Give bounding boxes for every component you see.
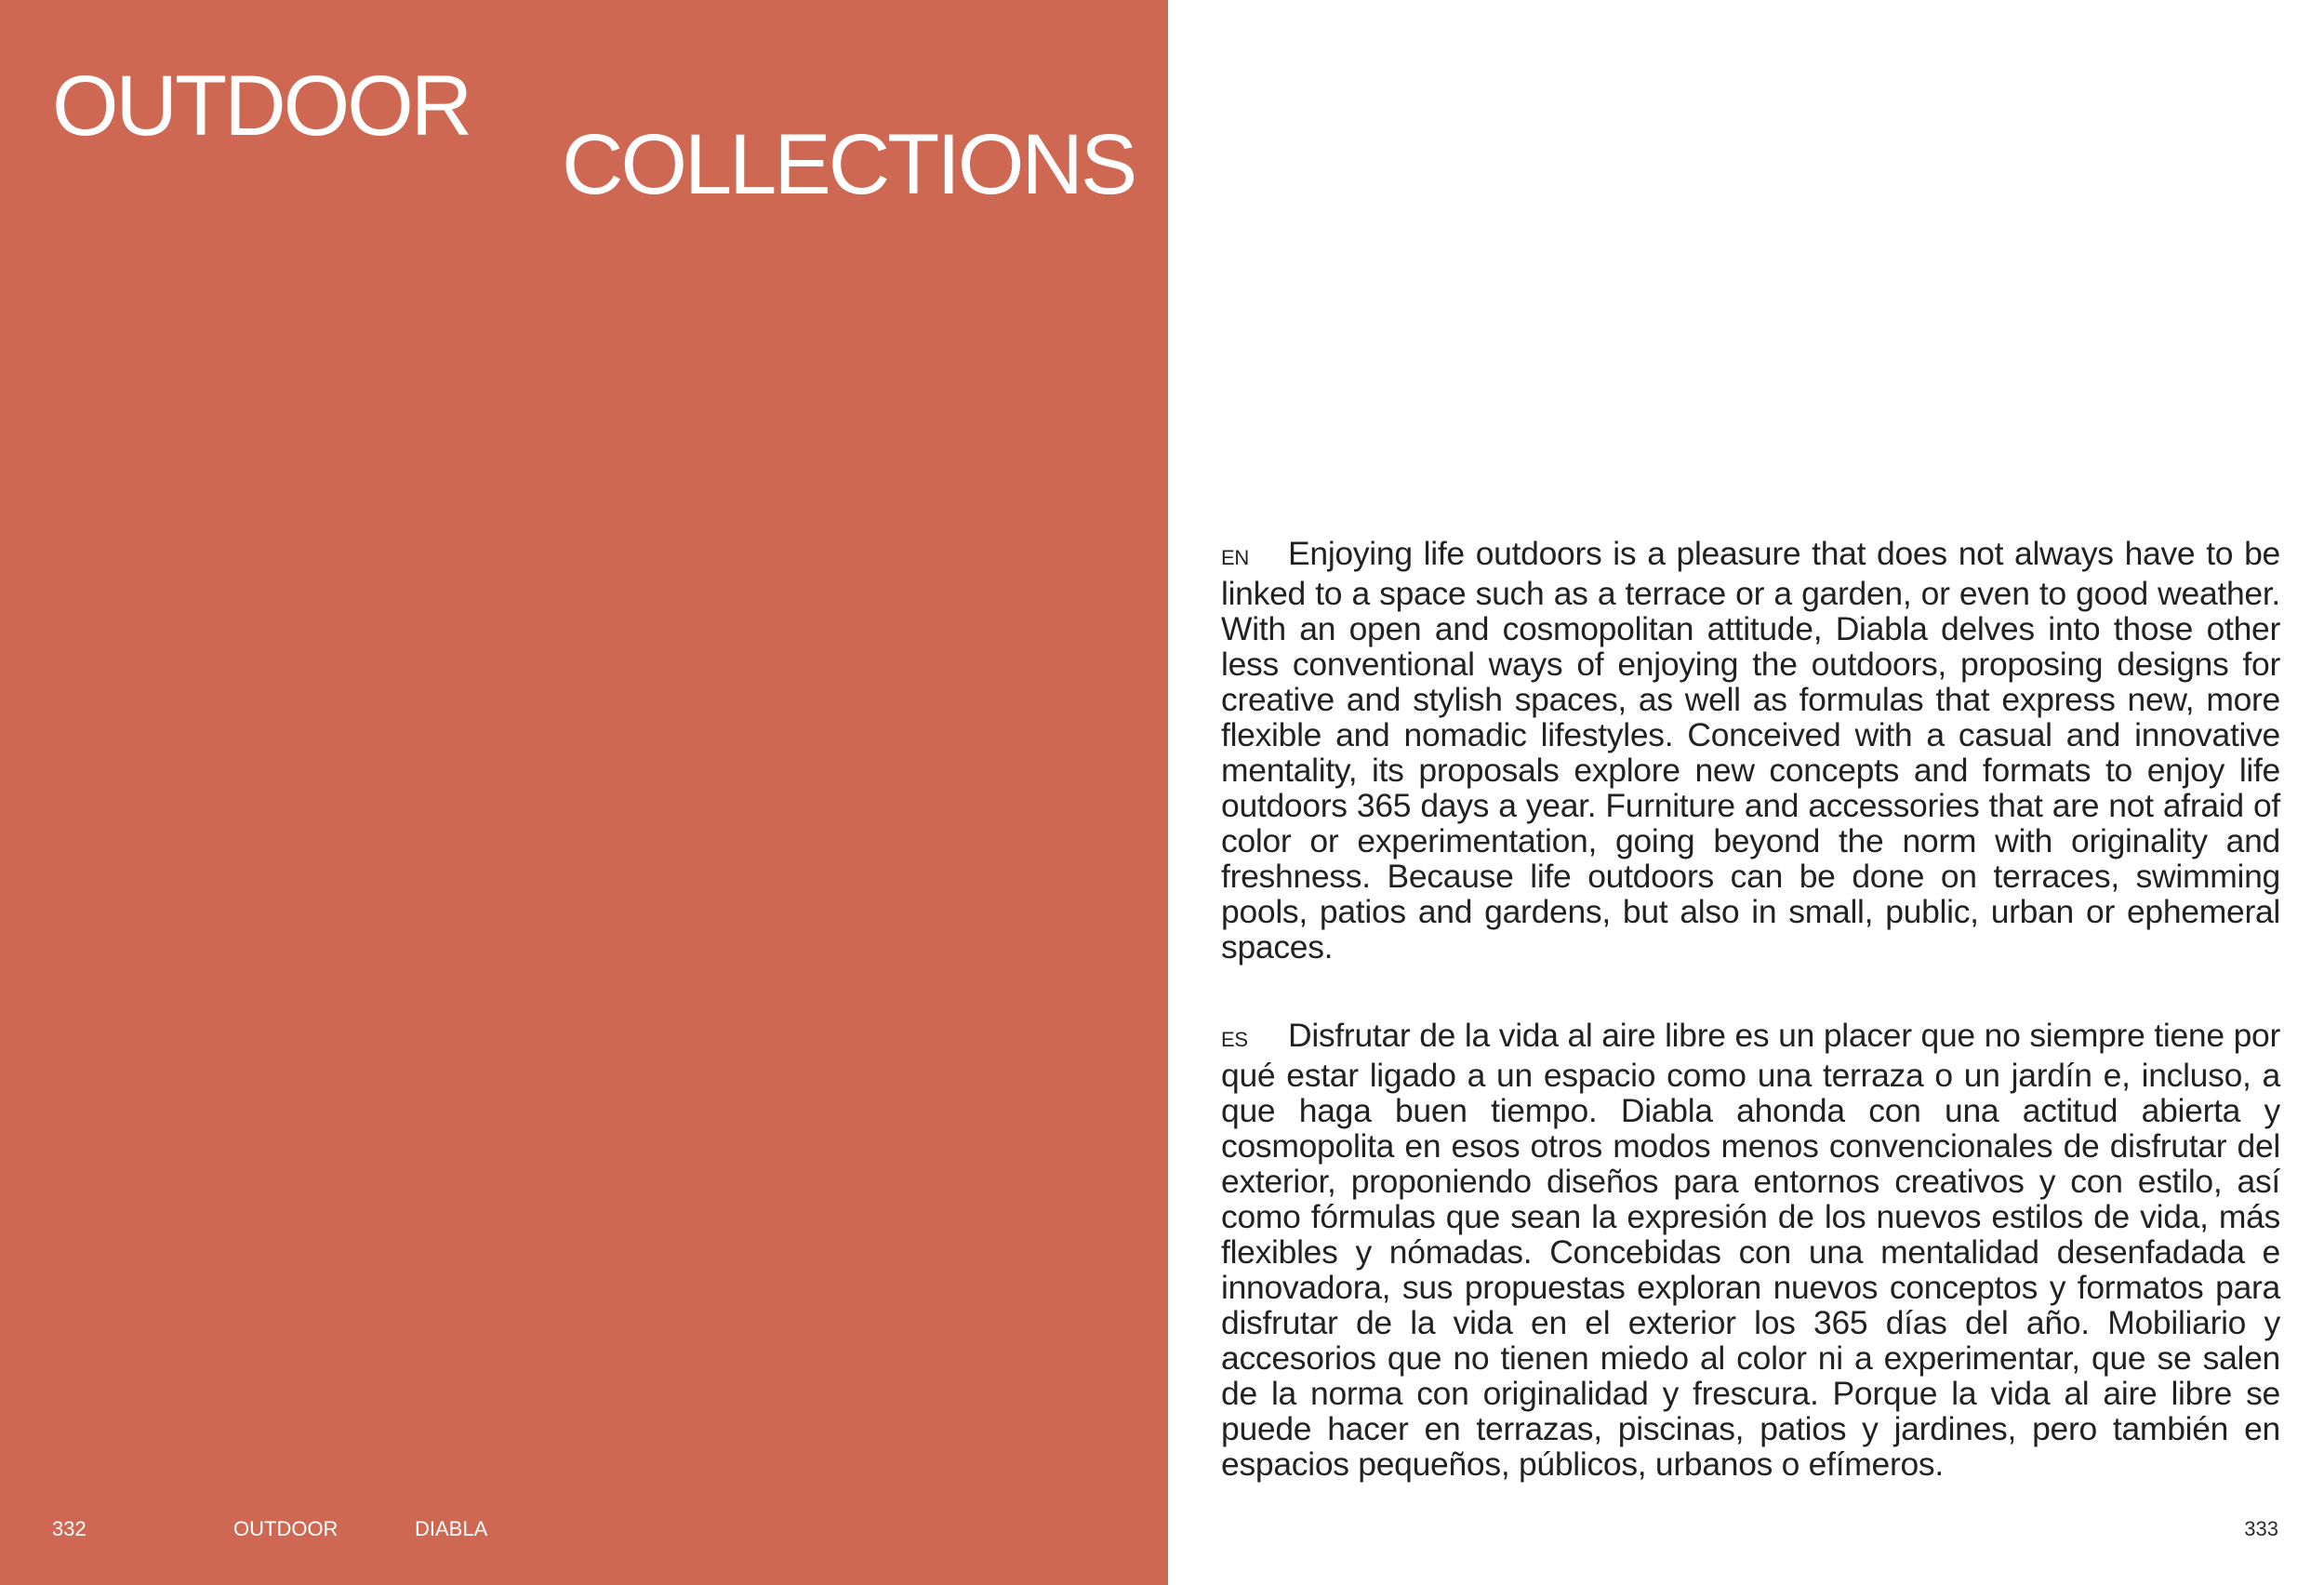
right-page — [1168, 0, 2324, 1585]
language-tag-en: EN — [1221, 546, 1249, 569]
footer-brand-label: DIABLA — [415, 1517, 488, 1540]
paragraph-en-text: Enjoying life outdoors is a pleasure that does not always have to be linked to a space such as a terrace or a garden, or even to good weather. With an open and cosmopolitan attitude, Diabla delves into those other less conventional ways of enjoying the outdoors, proposing designs for creative and stylish spaces, as well as formulas that express new, more flexible and nomadic lifestyles. Conceived with a casual and innovative mentality, its proposals explore new concepts and formats to enjoy life outdoors 365 days a year. Furniture and accessories that are not afraid of color or experimentation, going beyond the norm with originality and freshness. Because life outdoors can be done on terraces, swimming pools, patios and gardens, but also in small, public, urban or ephemeral spaces. — [1221, 535, 2280, 966]
title-outdoor: OUTDOOR — [52, 59, 471, 153]
paragraph-en — [1221, 536, 2280, 965]
language-tag-es: ES — [1221, 1028, 1248, 1051]
left-page-number: 332 — [52, 1517, 86, 1540]
paragraph-es-text: Disfrutar de la vida al aire libre es un placer que no siempre tiene por qué estar ligado a un espacio como una terraza o un jardín e, incluso, a que haga buen tiempo. Diabla ahonda con una actitud abierta y cosmopolita en esos otros modos menos convencionales de disfrutar del exterior, proponiendo diseños para entornos creativos y con estilo, así como fórmulas que sean la expresión de los nuevos estilos de vida, más flexibles y nómadas. Concebidas con una mentalidad desenfadada e innovadora, sus propuestas exploran nuevos conceptos y formatos para disfrutar de la vida en el exterior los 365 días del año. Mobiliario y accesorios que no tienen miedo al color ni a experimentar, que se salen de la norma con originalidad y frescura. Porque la vida al aire libre se puede hacer en terrazas, piscinas, patios y jardines, pero también en espacios pequeños, públicos, urbanos o efímeros. — [1221, 1017, 2280, 1483]
title-collections: COLLECTIONS — [562, 117, 1135, 212]
right-page-number: 333 — [2244, 1517, 2278, 1540]
paragraph-es — [1221, 1018, 2280, 1482]
footer-section-label: OUTDOOR — [233, 1517, 339, 1540]
